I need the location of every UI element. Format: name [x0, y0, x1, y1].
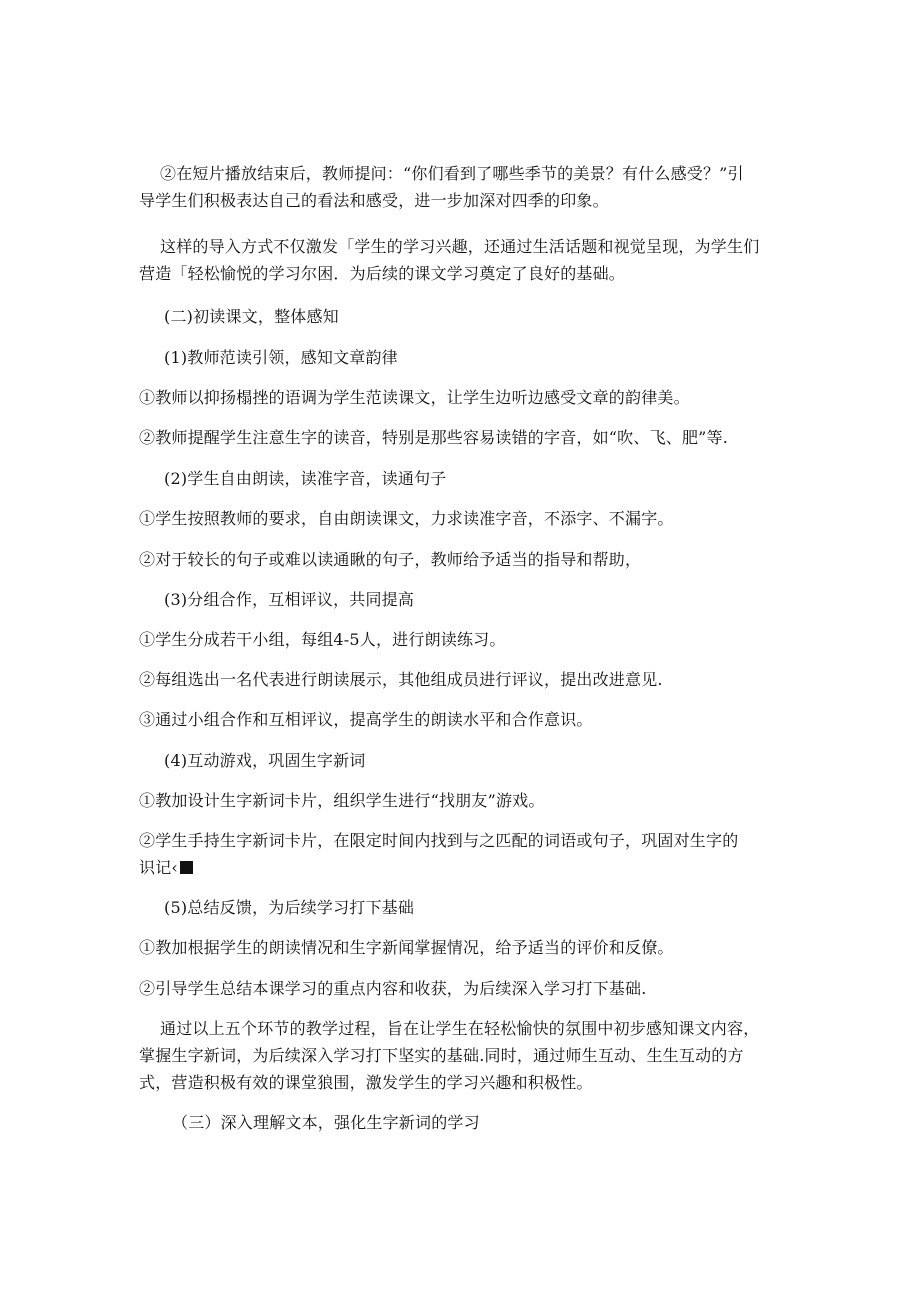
text-line-with-mark	[139, 858, 193, 878]
text-line: ②对于较长的句子或难以读通瞅的句子，教师给予适当的指导和帮助，	[139, 550, 642, 569]
text-line: 导学生们积极表达自己的看法和感受，进一步加深对四季的印象。	[139, 191, 609, 210]
text-line: 掌握生字新词，为后续深入学习打下坚实的基础.同时，通过师生互动、生生互动的方	[139, 1046, 744, 1065]
text-line: ②学生手持生字新词卡片，在限定时间内找到与之匹配的词语或句子，巩固对生字的	[139, 831, 739, 850]
subsection-heading: (1)教师范读引领，感知文章韵律	[164, 348, 398, 367]
subsection-heading: (2)学生自由朗读，读准字音，读通句子	[164, 469, 447, 488]
text-line: ①学生分成若干小组，每组4-5人，进行朗读练习。	[139, 630, 506, 649]
section-heading: （三）深入理解文本，强化生字新词的学习	[172, 1113, 480, 1132]
subsection-heading: (4)互动游戏，巩固生字新词	[164, 751, 366, 770]
text-line: 通过以上五个环节的教学过程，旨在让学生在轻松愉快的氛围中初步感知课文内容，	[160, 1019, 760, 1038]
text-line: ③通过小组合作和互相评议，提高学生的朗读水平和合作意识。	[139, 710, 593, 729]
section-heading: (二)初读课文，整体感知	[164, 307, 339, 326]
text-line: ②引导学生总结本课学习的重点内容和收获，为后续深入学习打下基础.	[139, 979, 647, 998]
text-line: ①学生按照教师的要求，自由朗读课文，力求读准字音，不添字、不漏字。	[139, 509, 674, 528]
text-line: ①教加根据学生的朗读情况和生字新闻掌握情况，给予适当的评价和反僚。	[139, 938, 674, 957]
text-line: ①教师以抑扬榻挫的语调为学生范读课文，让学生边听边感受文章的韵律美。	[139, 388, 690, 407]
text-fragment: 识记‹	[139, 858, 178, 877]
black-square-mark	[180, 861, 193, 874]
text-line: ②教师提醒学生注意生字的读音，特别是那些容易读错的字音，如“吹、飞、肥”等.	[139, 428, 729, 447]
text-line: ①教加设计生字新词卡片，组织学生进行“找朋友”游戏。	[139, 791, 545, 810]
subsection-heading: (5)总结反馈，为后续学习打下基础	[164, 898, 415, 917]
text-line: 营造「轻松愉悦的学习尔困．为后续的课文学习奠定了良好的基础。	[139, 264, 626, 283]
text-line: ②每组选出一名代表进行朗读展示，其他组成员进行评议，提出改进意见.	[139, 670, 663, 689]
text-line: 这样的导入方式不仅激发「学生的学习兴趣，还通过生活话题和视觉呈现，为学生们	[160, 237, 760, 256]
text-line: ②在短片播放结束后，教师提问：“你们看到了哪些季节的美景？有什么感受？”引	[160, 164, 744, 183]
text-line: 式，营造积极有效的课堂狼围，激发学生的学习兴趣和积极性。	[139, 1073, 593, 1092]
subsection-heading: (3)分组合作，互相评议，共同提高	[164, 590, 415, 609]
